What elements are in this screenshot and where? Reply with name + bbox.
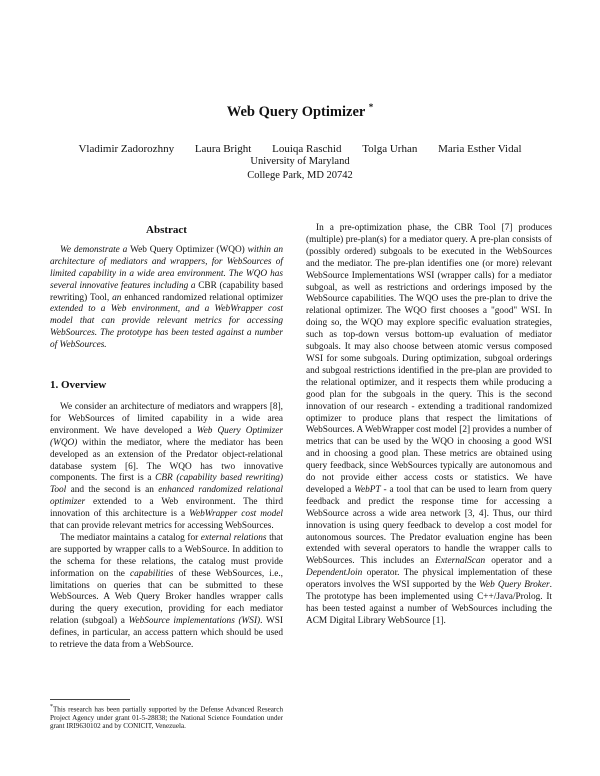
text-fragment: DependentJoin xyxy=(306,568,363,579)
text-fragment: that can provide relevant metrics for accessing WebSources. xyxy=(50,521,274,532)
footnote-divider xyxy=(50,699,130,700)
text-fragment: capabilities xyxy=(130,568,174,579)
author-list xyxy=(0,143,600,155)
text-fragment: The mediator maintains a catalog for xyxy=(60,532,201,543)
overview-paragraph-2 xyxy=(50,533,283,652)
text-fragment: Web Query Optimizer (WQO) xyxy=(50,425,283,448)
abstract-fragment: CBR (capability based rewriting) Tool xyxy=(50,280,284,303)
abstract-heading: Abstract xyxy=(146,224,187,236)
author: Maria Esther Vidal xyxy=(438,143,522,155)
text-fragment: of these WebSources, i.e., limitations on queries that can be submitted to these WebSources. A Web Query Broker handles wrapper calls during the query execution, providing for each mediator relation (subgoal) a xyxy=(50,568,283,627)
footnote-text: This research has been partially supported by the Defense Advanced Research Project Agency under grant 01-5-28838; the National Science Foundation under grant IRI9630102 and by CONICIT, Venezuela. xyxy=(50,705,283,730)
text-fragment: - a tool that can be used to learn from query feedback and predict the response time for accessing a WebSource across a wide area network [3, 4]. Thus, our third innovation is using query feedback to develop a cost model for autonomous sources. The Predator evaluation engine has been extended with several operators to handle the wrapper calls to WebSources. This includes an xyxy=(306,484,552,567)
title-footnote-marker: * xyxy=(368,102,374,112)
author: Laura Bright xyxy=(194,143,252,155)
text-fragment: and the second is an xyxy=(66,485,159,496)
title-text: Web Query Optimizer xyxy=(226,103,366,120)
abstract-fragment: extended to a Web environment, and a WebWrapper cost model that can provide relevant metrics for accessing WebSources. The prototype has been tested against a number of WebSources. xyxy=(50,304,283,351)
abstract-fragment: , an xyxy=(106,292,125,303)
abstract-fragment: enhanced randomized relational optimizer xyxy=(124,292,283,303)
abstract-text xyxy=(50,245,283,352)
footnote-marker: * xyxy=(50,704,53,710)
text-fragment: WebSource implementations (WSI) xyxy=(128,616,261,627)
affiliation-location: College Park, MD 20742 xyxy=(247,170,353,181)
text-fragment: external relations xyxy=(200,532,267,543)
overview-paragraph-1 xyxy=(50,402,283,533)
text-fragment: extended to a Web environment. The third innovation of this architecture is a xyxy=(50,497,283,520)
right-column xyxy=(306,223,552,628)
text-fragment: operator and a xyxy=(485,556,552,567)
text-fragment: CBR (capability based rewriting) Tool xyxy=(50,473,283,496)
text-fragment: Web Query Broker xyxy=(479,580,550,591)
text-fragment: In a pre-optimization phase, the CBR Tool [7] produces (multiple) pre-plan(s) for a mediator query. A pre-plan consists of (possibly ordered) subgoals to be executed in the WebSources and the mediator. The pre-plan identifies one (or more) relevant WebSource Implementations WSI (wrapper calls) for a mediator subgoal, as well as restrictions and orderings imposed by the WebSource capabilities. The WQO uses the pre-plan to drive the relational optimizer. The WQO first chooses a "good" WSI. In doing so, the WQO may explore specific evaluation strategies, such as top-down versus bottom-up evaluation of mediator subgoals. It may also choose between atomic versus composed WSI for some subgoals. During optimization, subgoal orderings and subgoal restrictions identified in the pre-plan are provided to the relational optimizer, and it respects them while producing a good plan for the subgoals in the query. This is the second innovation of our research - extending a traditional randomized optimizer to produce plans that respect the limitations of WebSources. A WebWrapper cost model [2] provides a number of metrics that can be used by the WQO in choosing a good WSI and in choosing a good plan. These metrics are obtained using query feedback, since WebSources typically are autonomous and do not provide either access costs or statistics. We have developed a xyxy=(306,223,552,495)
footnote xyxy=(50,703,283,730)
text-fragment: operator. The physical implementation of these operators involves the WSI supported by the xyxy=(306,568,552,591)
text-fragment: enhanced randomized relational optimizer xyxy=(50,485,283,508)
text-fragment: that are supported by wrapper calls to a WebSource. In addition to the schema for these relations, the catalog must provide information on the xyxy=(50,532,284,579)
right-paragraph xyxy=(306,223,552,628)
abstract-fragment: Web Query Optimizer (WQO) xyxy=(130,244,245,255)
section-heading: 1. Overview xyxy=(50,379,107,392)
abstract-fragment: We demonstrate a xyxy=(60,244,131,255)
text-fragment: within the mediator, where the mediator has been developed as an extension of the Predator object-relational database system [6]. The WQO has two innovative components. The first is a xyxy=(50,437,283,484)
text-fragment: WebWrapper cost model xyxy=(189,509,283,520)
text-fragment: WebPT xyxy=(354,484,381,495)
paper-title xyxy=(0,102,600,121)
author: Vladimir Zadorozhny xyxy=(78,143,175,155)
text-fragment: We consider an architecture of mediators and wrappers [8], for WebSources of limited capability in a wide area environment. We have developed a xyxy=(50,401,283,436)
affiliation-university: University of Maryland xyxy=(250,156,350,167)
text-fragment: . The prototype has been implemented using C++/Java/Prolog. It has been tested against a number of WebSources including the ACM Digital Library WebSource [1]. xyxy=(306,580,552,626)
abstract-fragment: within an architecture of mediators and wrappers, for WebSources of limited capability in a wide area environment. The WQO has several innovative features including a xyxy=(50,244,283,291)
text-fragment: ExternalScan xyxy=(435,556,486,567)
author: Louiqa Raschid xyxy=(272,143,342,155)
left-column xyxy=(50,225,283,652)
author: Tolga Urhan xyxy=(362,143,418,155)
text-fragment: . WSI defines, in particular, an access pattern which should be used to retrieve the data from a WebSource. xyxy=(50,616,284,651)
